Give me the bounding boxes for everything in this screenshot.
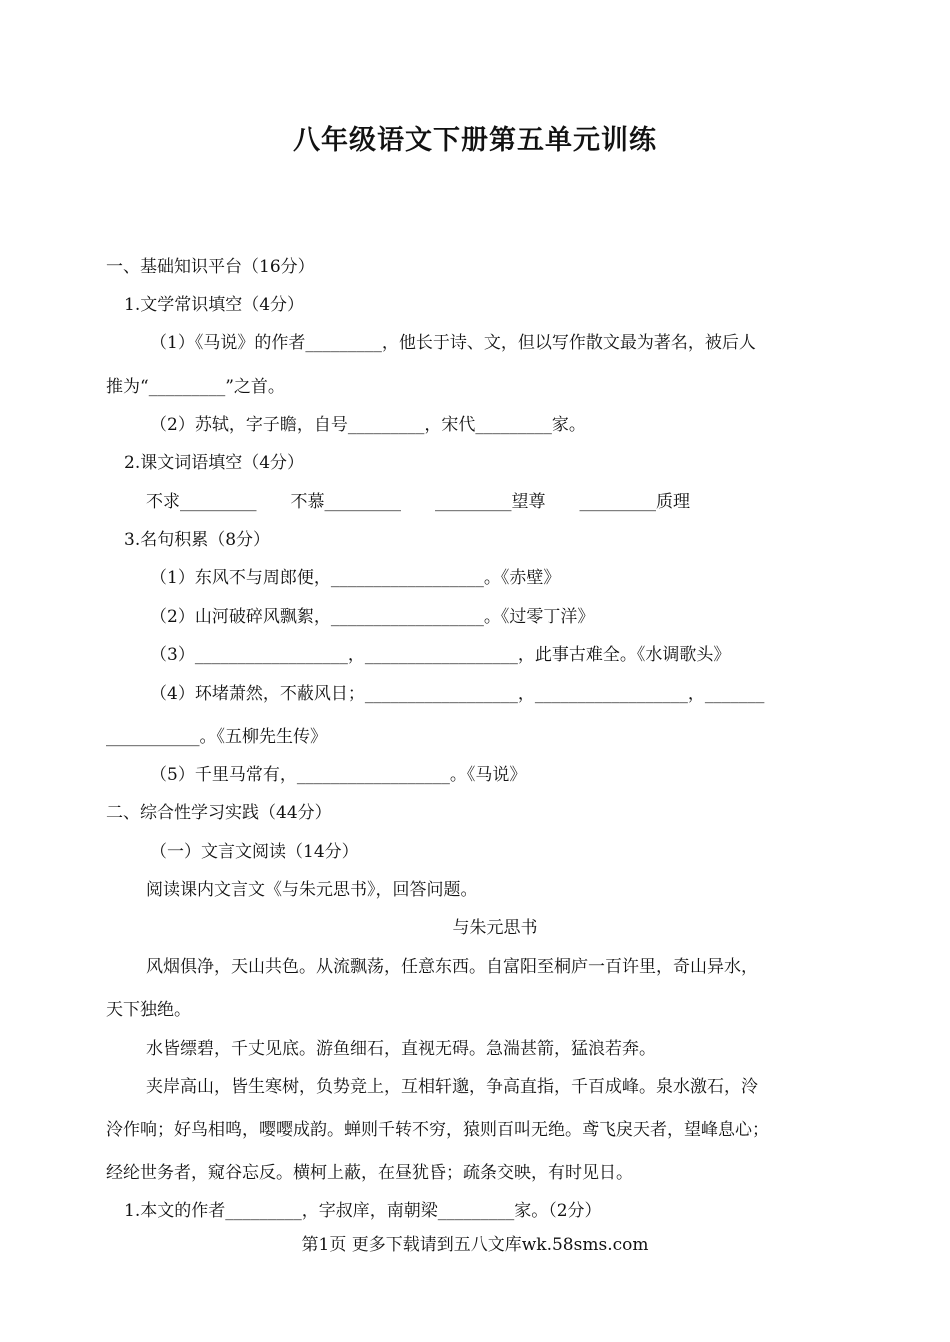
passage-line: 水皆缥碧，千丈见底。游鱼细石，直视无碍。急湍甚箭，猛浪若奔。 bbox=[146, 1039, 656, 1059]
question-line: （3）__________________，__________________，此事古难全。《水调歌头》 bbox=[150, 645, 731, 665]
question-heading: 2.课文词语填空（4分） bbox=[124, 453, 305, 473]
passage-title: 与朱元思书 bbox=[452, 918, 538, 938]
question-line: 不求_________ 不慕_________ _________望尊 _________质理 bbox=[146, 492, 690, 512]
passage-line: 夹岸高山，皆生寒树，负势竞上，互相轩邈，争高直指，千百成峰。泉水激石，泠 bbox=[146, 1077, 758, 1097]
question-line: （2）山河破碎风飘絮，__________________。《过零丁洋》 bbox=[150, 607, 595, 627]
question-line: （1）东风不与周郎便，__________________。《赤壁》 bbox=[150, 568, 561, 588]
passage-line: 风烟俱净，天山共色。从流飘荡，任意东西。自富阳至桐庐一百许里，奇山异水， bbox=[146, 957, 758, 977]
page-footer: 第1页 更多下载请到五八文库wk.58sms.com bbox=[301, 1235, 649, 1255]
question-heading: 1.文学常识填空（4分） bbox=[124, 295, 305, 315]
question-line: ___________。《五柳先生传》 bbox=[106, 727, 327, 747]
question-line: （2）苏轼，字子瞻，自号_________，宋代_________家。 bbox=[150, 415, 586, 435]
question-line: 1.本文的作者_________，字叔庠，南朝梁_________家。（2分） bbox=[124, 1201, 602, 1221]
passage-line: 天下独绝。 bbox=[106, 1000, 191, 1020]
passage-line: 泠作响；好鸟相鸣，嘤嘤成韵。蝉则千转不穷，猿则百叫无绝。鸢飞戾天者，望峰息心； bbox=[106, 1120, 769, 1140]
section-heading: 二、综合性学习实践（44分） bbox=[106, 803, 332, 823]
page-title: 八年级语文下册第五单元训练 bbox=[293, 125, 657, 156]
passage-line: 经纶世务者，窥谷忘反。横柯上蔽，在昼犹昏；疏条交映，有时见日。 bbox=[106, 1163, 633, 1183]
instruction-line: 阅读课内文言文《与朱元思书》，回答问题。 bbox=[146, 880, 478, 900]
question-line: 推为“_________”之首。 bbox=[106, 377, 285, 397]
subsection-heading: （一）文言文阅读（14分） bbox=[150, 842, 359, 862]
question-heading: 3.名句积累（8分） bbox=[124, 530, 271, 550]
question-line: （1）《马说》的作者_________，他长于诗、文，但以写作散文最为著名，被后人 bbox=[150, 333, 756, 353]
question-line: （5）千里马常有，__________________。《马说》 bbox=[150, 765, 527, 785]
question-line: （4）环堵萧然，不蔽风日；__________________，__________________，_______ bbox=[150, 684, 765, 704]
section-heading: 一、基础知识平台（16分） bbox=[106, 257, 315, 277]
